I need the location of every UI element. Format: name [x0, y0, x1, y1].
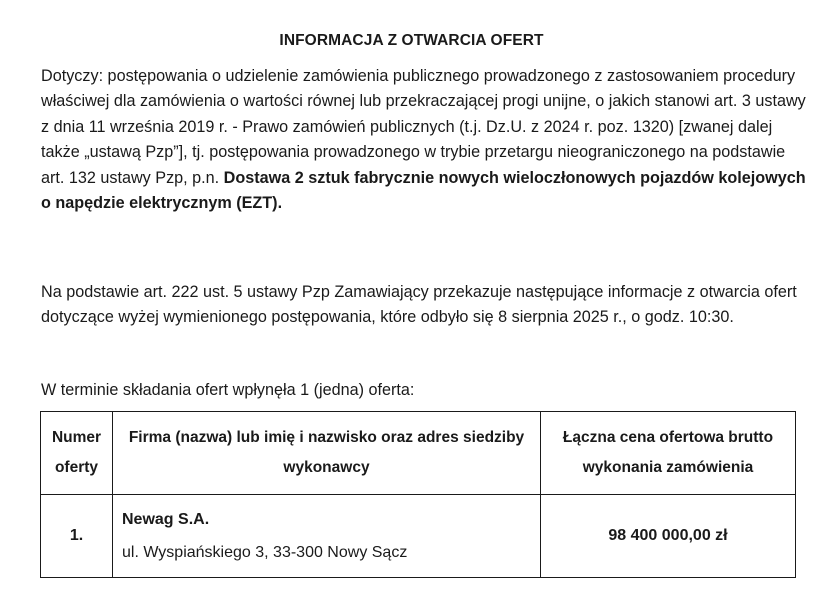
table-header-row	[41, 412, 796, 495]
header-total-price: Łączna cena ofertowa brutto wykonania zamówienia	[541, 412, 796, 495]
offer-firm	[113, 495, 541, 578]
document-title: INFORMACJA Z OTWARCIA OFERT	[279, 32, 544, 49]
table-row	[41, 495, 796, 578]
firm-name: Newag S.A.	[122, 511, 210, 528]
procurement-subject: Dostawa 2 sztuk fabrycznie nowych wieloczłonowych pojazdów kolejowych o napędzie elektrycznym (EZT).	[41, 168, 806, 213]
intro-paragraph	[41, 64, 811, 216]
offers-table	[40, 411, 796, 578]
basis-paragraph: Na podstawie art. 222 ust. 5 ustawy Pzp Zamawiający przekazuje następujące informacje z otwarcia ofert dotyczące wyżej wymienionego postępowania, które odbyło się 8 sierpnia 2025 r., o godz. 10:30.	[41, 283, 797, 327]
intro-text: Dotyczy: postępowania o udzielenie zamówienia publicznego prowadzonego z zastosowaniem procedury właściwej dla zamówienia o wartości równej lub przekraczającej progi unijne, o jakich stanowi art. 3 ustawy z dnia 11 września 2019 r. - Prawo zamówień publicznych (t.j. Dz.U. z 2024 r. poz. 1320) [zwanej dalej także „ustawą Pzp”], tj. postępowania prowadzonego w trybie przetargu nieograniczonego na podstawie art. 132 ustawy Pzp, p.n.	[41, 67, 806, 187]
header-offer-number: Numer oferty	[41, 412, 113, 495]
offer-number: 1.	[41, 495, 113, 578]
offer-price: 98 400 000,00 zł	[541, 495, 796, 578]
header-firm: Firma (nazwa) lub imię i nazwisko oraz adres siedziby wykonawcy	[113, 412, 541, 495]
firm-address: ul. Wyspiańskiego 3, 33-300 Nowy Sącz	[122, 544, 408, 561]
offers-intro: W terminie składania ofert wpłynęła 1 (jedna) oferta:	[41, 381, 415, 399]
